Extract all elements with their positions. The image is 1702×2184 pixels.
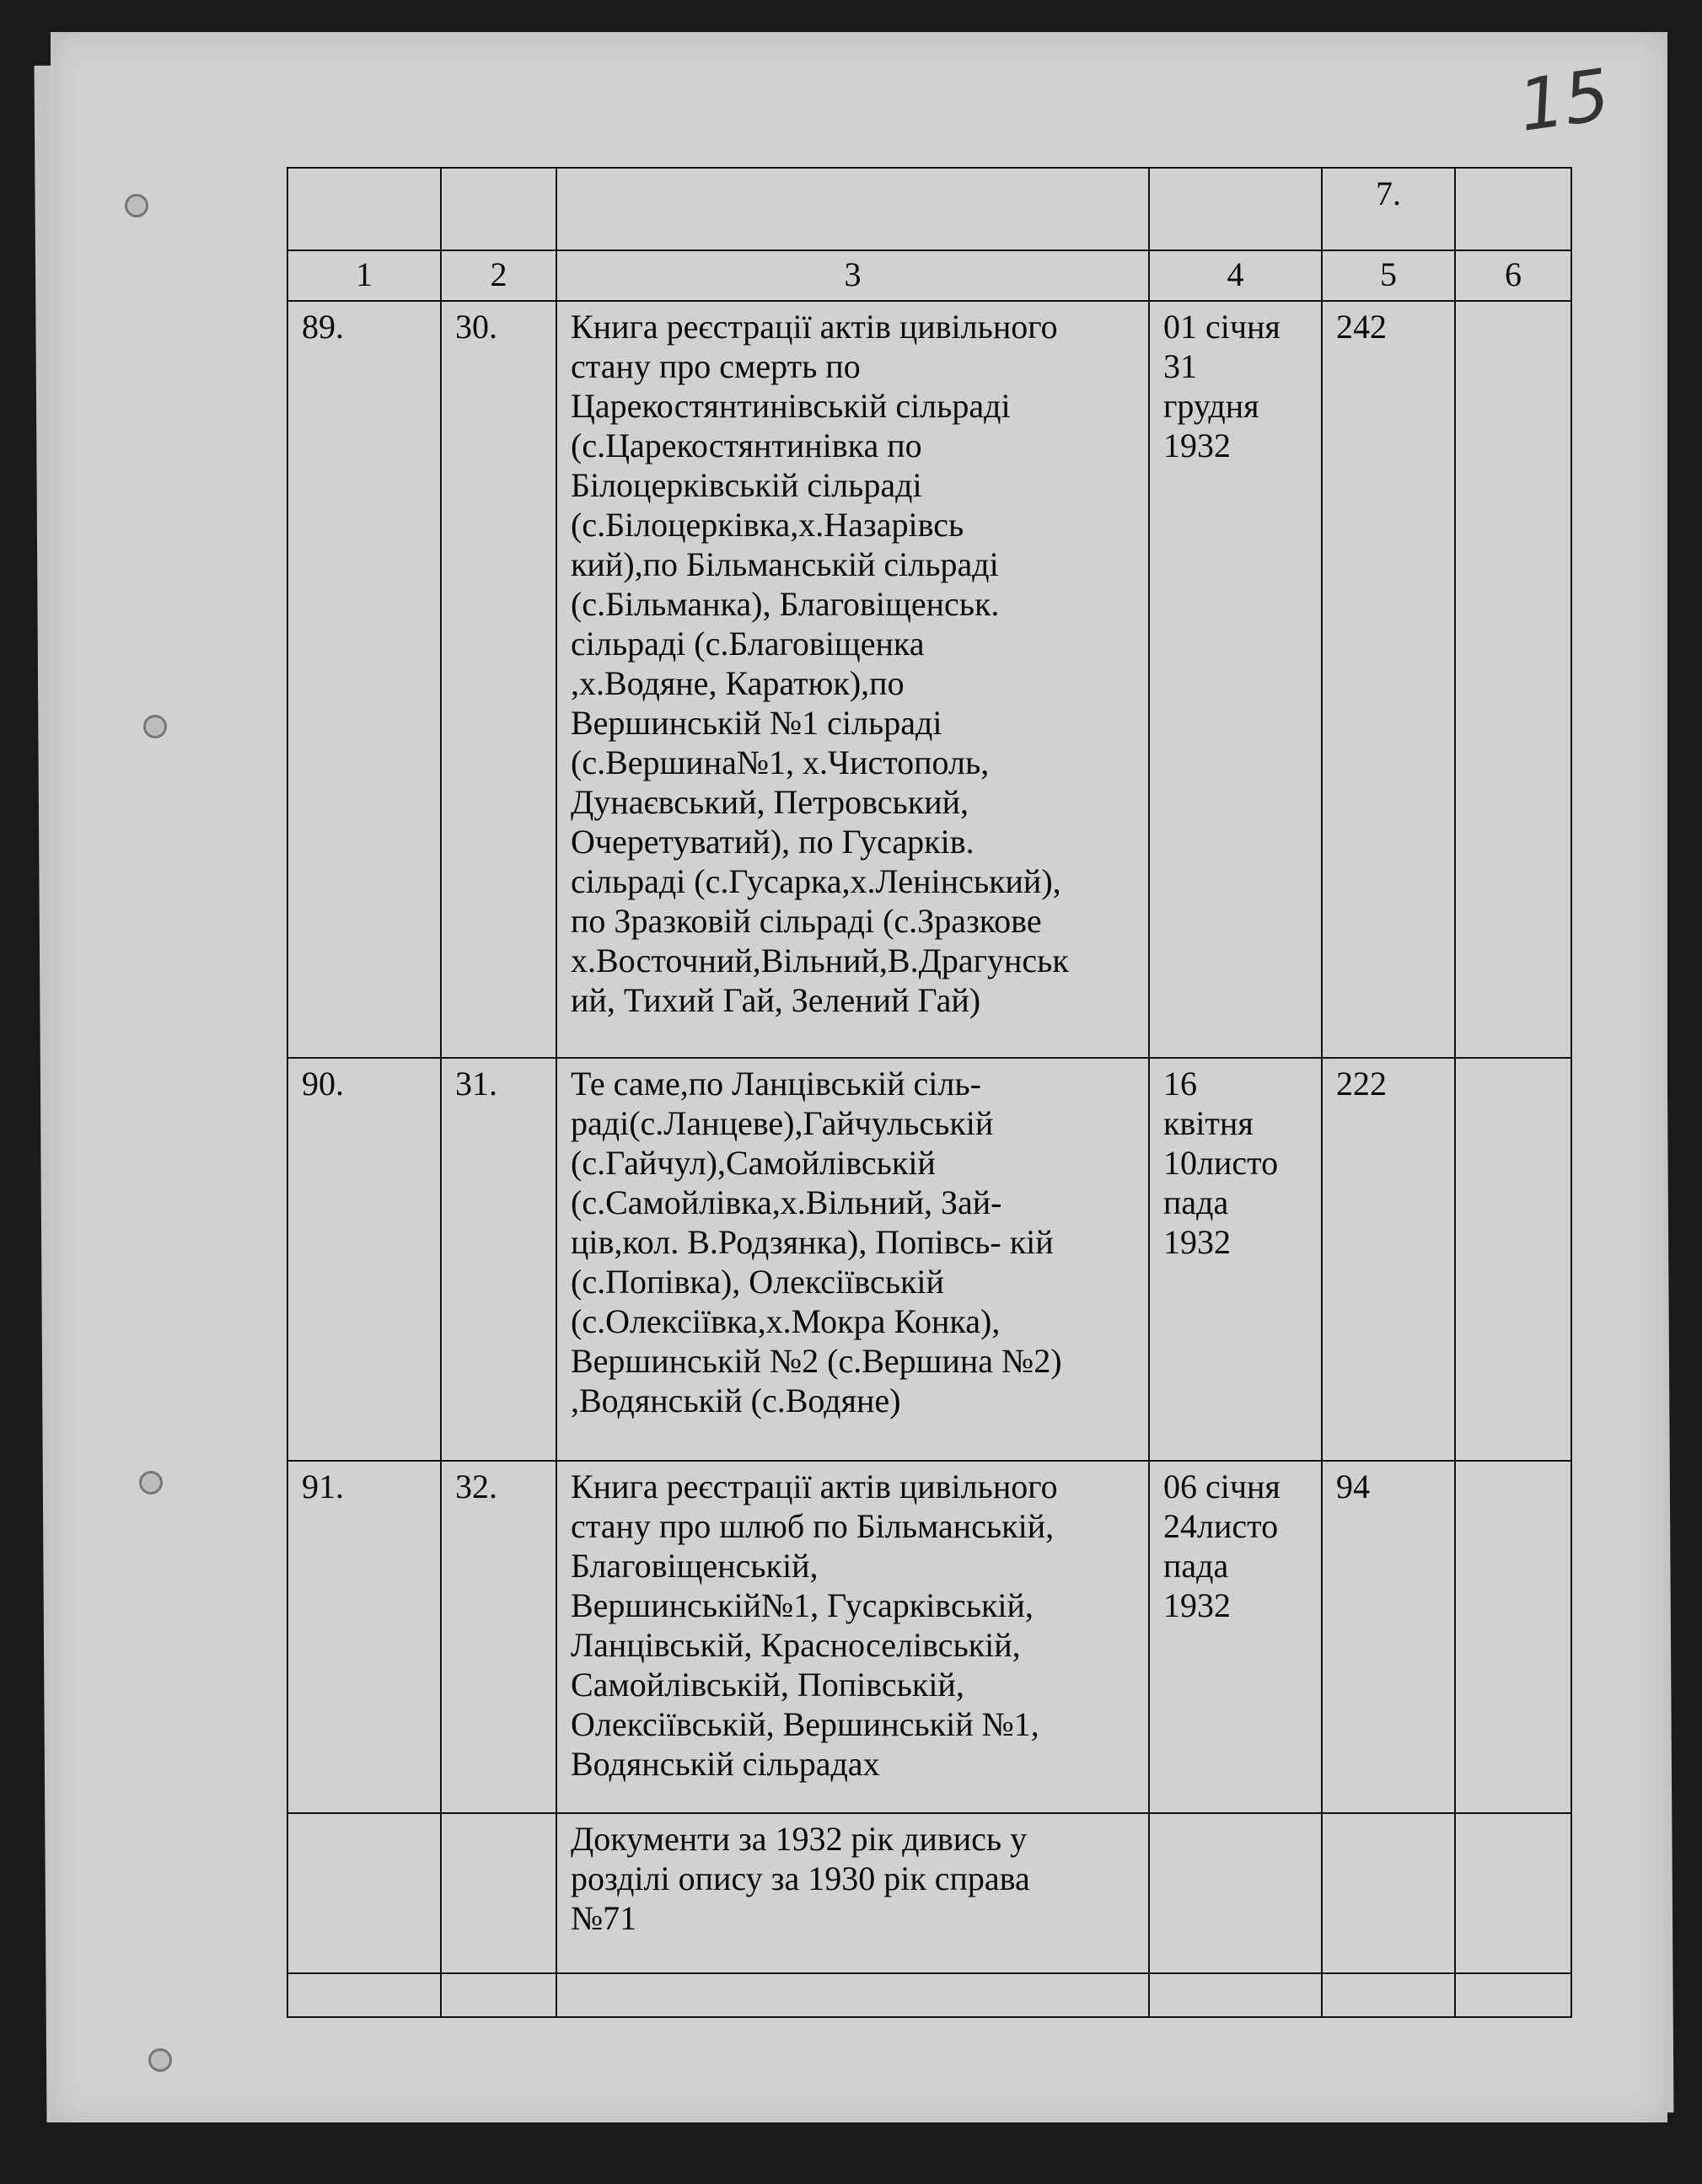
- case-note: [1455, 301, 1571, 1058]
- table-row: [287, 1813, 1571, 1973]
- case-number: 30.: [441, 301, 556, 1058]
- case-note: [1455, 1461, 1571, 1813]
- binder-hole-3: [139, 1471, 163, 1494]
- header-cell: [441, 168, 556, 250]
- header-cell: [1149, 168, 1322, 250]
- case-dates: 01 січня 31 грудня 1932: [1149, 301, 1322, 1058]
- empty-table-row: [287, 1973, 1571, 2017]
- column-number: 3: [556, 250, 1149, 301]
- empty-cell: [556, 1973, 1149, 2017]
- empty-cell: [1455, 1973, 1571, 2017]
- case-dates: 16 квітня 10листо пада 1932: [1149, 1058, 1322, 1461]
- empty-cell: [441, 1973, 556, 2017]
- row-number: 91.: [287, 1461, 441, 1813]
- row-number: 90.: [287, 1058, 441, 1461]
- case-note: [1455, 1058, 1571, 1461]
- header-cell: [1455, 168, 1571, 250]
- table-row: [287, 301, 1571, 1058]
- binder-hole-4: [148, 2048, 172, 2072]
- case-note: [1455, 1813, 1571, 1973]
- empty-cell: [1149, 1973, 1322, 2017]
- sheet-count: 242: [1322, 301, 1455, 1058]
- header-cell: [287, 168, 441, 250]
- case-title: Документи за 1932 рік дивись у розділі опису за 1930 рік справа №71: [556, 1813, 1149, 1973]
- header-cell: [556, 168, 1149, 250]
- case-number: 32.: [441, 1461, 556, 1813]
- column-number-row: [287, 250, 1571, 301]
- case-dates: [1149, 1813, 1322, 1973]
- column-number: 2: [441, 250, 556, 301]
- binder-hole-1: [125, 194, 148, 217]
- column-number: 1: [287, 250, 441, 301]
- sheet-count: [1322, 1813, 1455, 1973]
- header-row: [287, 168, 1571, 250]
- folio-number: 15: [1513, 53, 1615, 148]
- sheet-count: 94: [1322, 1461, 1455, 1813]
- empty-cell: [1322, 1973, 1455, 2017]
- empty-cell: [287, 1973, 441, 2017]
- table-row: [287, 1461, 1571, 1813]
- archive-inventory-table: [287, 167, 1572, 2018]
- case-title: Книга реєстрації актів цивільного стану про шлюб по Більманській, Благовіщенській, Вершинській№1, Гусарківській, Ланцівській, Красноселівській, Самойлівській, Попівській, Олексіївській, Вершинській №1, Водянській сільрадах: [556, 1461, 1149, 1813]
- column-number: 5: [1322, 250, 1455, 301]
- table-row: [287, 1058, 1571, 1461]
- case-title: Книга реєстрації актів цивільного стану про смерть по Царекостянтинівській сільраді (с.Царекостянтинівка по Білоцерківській сільраді (с.Білоцерківка,х.Назарівсь кий),по Більманській сільраді (с.Більманка), Благовіщенськ. сільраді (с.Благовіщенка ,х.Водяне, Каратюк),по Вершинській №1 сільраді (с.Вершина№1, х.Чистополь, Дунаєвський, Петровський, Очеретуватий), по Гусарків. сільраді (с.Гусарка,х.Ленінський), по Зразковій сільраді (с.Зразкове х.Восточний,Вільний,В.Драгунськ ий, Тихий Гай, Зелений Гай): [556, 301, 1149, 1058]
- case-dates: 06 січня 24листо пада 1932: [1149, 1461, 1322, 1813]
- row-number: [287, 1813, 441, 1973]
- case-title: Те саме,по Ланцівській сіль- раді(с.Ланцеве),Гайчульській (с.Гайчул),Самойлівській (с.Самойлівка,х.Вільний, Зай- ців,кол. В.Родзянка), Попівсь- кій (с.Попівка), Олексіївській (с.Олексіївка,х.Мокра Конка), Вершинській №2 (с.Вершина №2) ,Водянській (с.Водяне): [556, 1058, 1149, 1461]
- sheet-count: 222: [1322, 1058, 1455, 1461]
- column-number: 4: [1149, 250, 1322, 301]
- case-number: 31.: [441, 1058, 556, 1461]
- case-number: [441, 1813, 556, 1973]
- binder-hole-2: [143, 715, 167, 738]
- row-number: 89.: [287, 301, 441, 1058]
- header-cell: 7.: [1322, 168, 1455, 250]
- column-number: 6: [1455, 250, 1571, 301]
